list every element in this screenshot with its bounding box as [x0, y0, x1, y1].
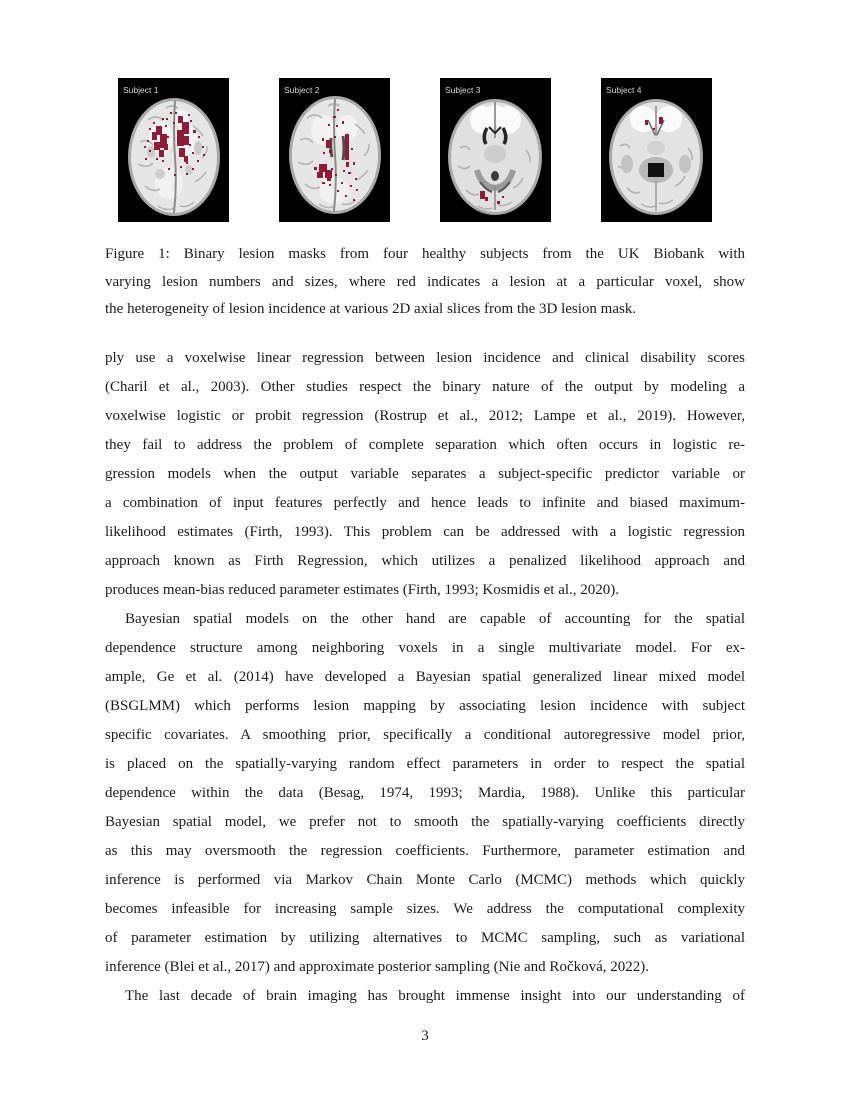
paragraph-1 [105, 344, 745, 605]
text-line: Figure 1: Binary lesion masks from four healthy subjects from the UK Biobank with [105, 246, 745, 262]
text-line: is placed on the spatially-varying random effect parameters in order to respect the spatial [105, 756, 745, 772]
text-line: dependence structure among neighboring voxels in a single multivariate model. For ex- [105, 640, 745, 656]
brain-scan-image [279, 78, 390, 222]
page-number: 3 [421, 1028, 429, 1044]
figure-panel-subject-1 [118, 78, 229, 222]
brain-scan-image [118, 78, 229, 222]
brain-scan-image [440, 78, 551, 222]
figure-panel-subject-2 [279, 78, 390, 222]
subject-label: Subject 4 [606, 85, 642, 95]
text-line: of parameter estimation by utilizing alternatives to MCMC sampling, such as variational [105, 930, 745, 946]
paragraph-3 [105, 982, 745, 1011]
figure-caption [105, 241, 745, 324]
text-line: (Charil et al., 2003). Other studies respect the binary nature of the output by modeling a [105, 379, 745, 395]
text-line: inference (Blei et al., 2017) and approximate posterior sampling (Nie and Ročková, 2022). [105, 959, 649, 975]
text-line: Bayesian spatial model, we prefer not to smooth the spatially-varying coefficients directly [105, 814, 745, 830]
text-line: likelihood estimates (Firth, 1993). This problem can be addressed with a logistic regression [105, 524, 745, 540]
paragraph-2 [105, 605, 745, 982]
text-line: a combination of input features perfectly and hence leads to infinite and biased maximum- [105, 495, 745, 511]
text-line: produces mean-bias reduced parameter estimates (Firth, 1993; Kosmidis et al., 2020). [105, 582, 620, 598]
text-line: becomes infeasible for increasing sample sizes. We address the computational complexity [105, 901, 745, 917]
text-line: they fail to address the problem of complete separation which often occurs in logistic re- [105, 437, 745, 453]
figure-panel-subject-4 [601, 78, 712, 222]
text-line: approach known as Firth Regression, which utilizes a penalized likelihood approach and [105, 553, 745, 569]
subject-label: Subject 3 [445, 85, 481, 95]
text-line: ply use a voxelwise linear regression between lesion incidence and clinical disability scores [105, 350, 745, 366]
subject-label: Subject 1 [123, 85, 159, 95]
text-line: dependence within the data (Besag, 1974, 1993; Mardia, 1988). Unlike this particular [105, 785, 745, 801]
text-line: voxelwise logistic or probit regression (Rostrup et al., 2012; Lampe et al., 2019). However, [105, 408, 745, 424]
text-line: inference is performed via Markov Chain Monte Carlo (MCMC) methods which quickly [105, 872, 745, 888]
text-line: ample, Ge et al. (2014) have developed a Bayesian spatial generalized linear mixed model [105, 669, 745, 685]
brain-scan-image [601, 78, 712, 222]
text-line: (BSGLMM) which performs lesion mapping by associating lesion incidence with subject [105, 698, 745, 714]
text-line: varying lesion numbers and sizes, where red indicates a lesion at a particular voxel, show [105, 273, 745, 290]
subject-label: Subject 2 [284, 85, 320, 95]
figure-1-panels [118, 78, 712, 222]
text-line: Bayesian spatial models on the other hand are capable of accounting for the spatial [125, 611, 745, 627]
text-line: gression models when the output variable separates a subject-specific predictor variable or [105, 466, 745, 482]
body-text [105, 344, 745, 1011]
figure-panel-subject-3 [440, 78, 551, 222]
text-line: the heterogeneity of lesion incidence at various 2D axial slices from the 3D lesion mask. [105, 301, 637, 317]
text-line: specific covariates. A smoothing prior, specifically a conditional autoregressive model prior, [105, 727, 745, 743]
text-line: as this may oversmooth the regression coefficients. Furthermore, parameter estimation and [105, 843, 745, 859]
text-line: The last decade of brain imaging has brought immense insight into our understanding of [125, 988, 745, 1004]
